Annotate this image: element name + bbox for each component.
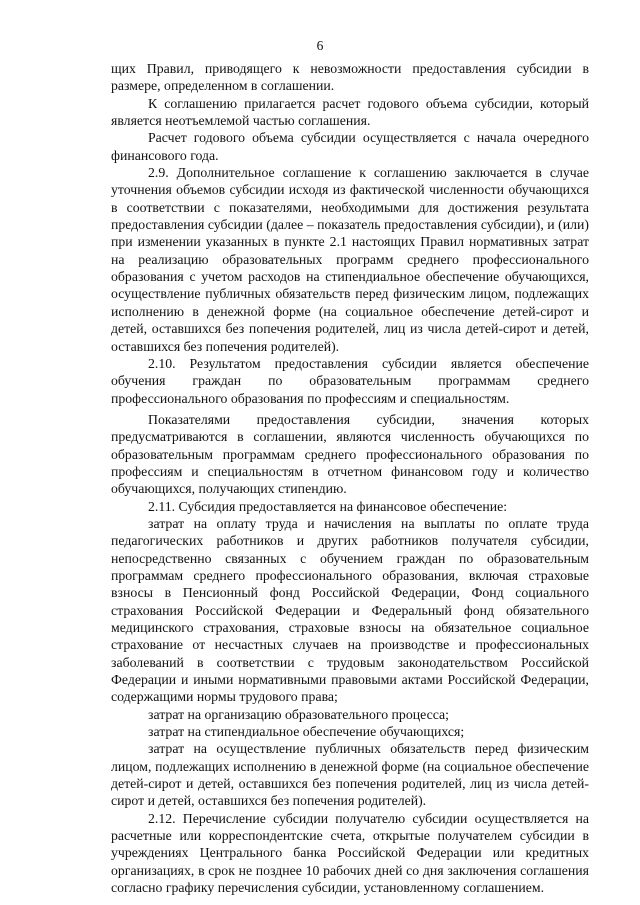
paragraph-2-11: 2.11. Субсидия предоставляется на финансовое обеспечение: bbox=[148, 498, 508, 514]
document-body bbox=[111, 60, 589, 897]
paragraph-education-process: затрат на организацию образовательного процесса; bbox=[148, 706, 449, 722]
paragraph-stipend: затрат на стипендиальное обеспечение обучающихся; bbox=[148, 724, 465, 740]
paragraph-labor-costs: затрат на оплату труда и начисления на выплаты по оплате труда педагогических работников и других работников получателя субсидии, непосредственно связанных с обучением граждан по образовательным программам среднего профессионального образования, включая страховые взносы в Пенсионный фонд Российской Федерации, Фонд социального страхования Российской Федерации и Федеральный фонд обязательного медицинского страхования, страховые взносы на обязательное социальное страхование от несчастных случаев на производстве и профессиональных заболеваний в соответствии с трудовым законодательством Российской Федерации и иными нормативными правовыми актами Российской Федерации, содержащими нормы трудового права; bbox=[111, 515, 589, 705]
page-number: 6 bbox=[316, 38, 324, 53]
paragraph-annex-note: К соглашению прилагается расчет годового объема субсидии, который является неотъемлемой частью соглашения. bbox=[111, 95, 589, 129]
paragraph-continuation: щих Правил, приводящего к невозможности предоставления субсидии в размере, определенном в соглашении. bbox=[111, 61, 589, 94]
paragraph-2-10: 2.10. Результатом предоставления субсидии является обеспечение обучения граждан по образовательным программам среднего профессионального образования по профессиям и специальностям. bbox=[111, 355, 589, 406]
paragraph-public-obligations: затрат на осуществление публичных обязательств перед физическим лицом, подлежащих исполнению в денежной форме (на социальное обеспечение детей-сирот и детей, оставшихся без попечения родителей, лиц из числа детей-сирот и детей, оставшихся без попечения родителей). bbox=[111, 741, 589, 809]
paragraph-indicators: Показателями предоставления субсидии, значения которых предусматриваются в соглашении, являются численность обучающихся по образовательным программам среднего профессионального образования по профессиям и специальностям в отчетном финансовом году и количество обучающихся, получающих стипендию. bbox=[111, 411, 589, 497]
paragraph-2-9: 2.9. Дополнительное соглашение к соглашению заключается в случае уточнения объемов субсидии исходя из фактической численности обучающихся в соответствии с показателями, необходимыми для достижения результата предоставления субсидии (далее – показатель предоставления субсидии), и (или) при изменении указанных в пункте 2.1 настоящих Правил нормативных затрат на реализацию образовательных программ среднего профессионального образования с учетом расходов на стипендиальное обеспечение обучающихся, осуществление публичных обязательств перед физическим лицом, подлежащих исполнению в денежной форме (на социальное обеспечение детей-сирот и детей, оставшихся без попечения родителей, лиц из числа детей-сирот и детей, оставшихся без попечения родителей). bbox=[111, 165, 589, 354]
paragraph-annual-calculation: Расчет годового объема субсидии осуществляется с начала очередного финансового года. bbox=[111, 130, 589, 163]
paragraph-2-12: 2.12. Перечисление субсидии получателю субсидии осуществляется на расчетные или корреспондентские счета, открытые получателем субсидии в учреждениях Центрального банка Российской Федерации или кредитных организациях, в срок не позднее 10 рабочих дней со дня заключения соглашения согласно графику перечисления субсидии, установленному соглашением. bbox=[111, 810, 589, 896]
